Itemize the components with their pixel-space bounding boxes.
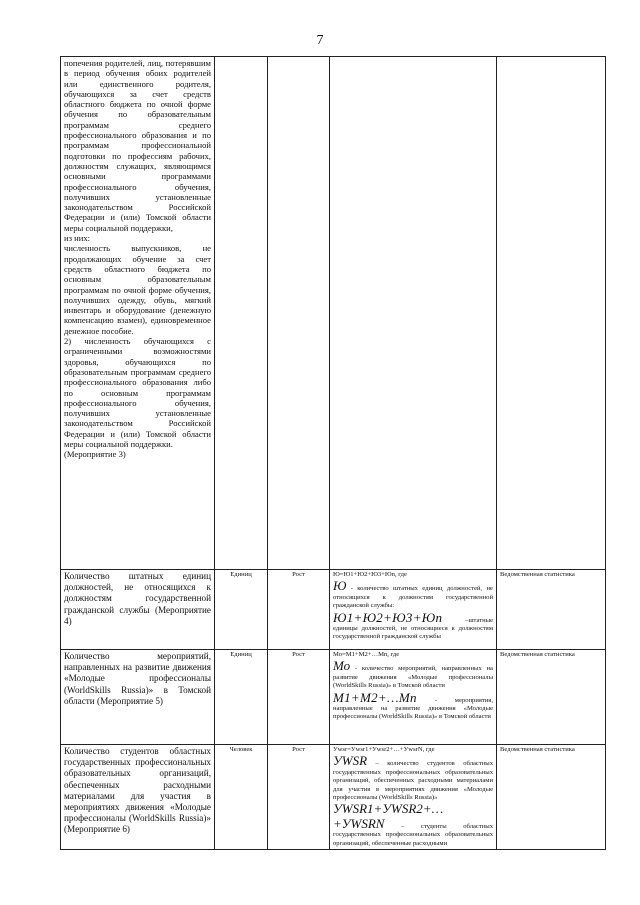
trend-cell: Рост: [268, 570, 330, 650]
page-number: 7: [316, 33, 324, 48]
continuation-text: из них:: [64, 233, 91, 244]
source-cell: Ведомственная статистика: [497, 570, 606, 650]
formula-symbol-desc: – количество студентов областных государственных профессиональных образовательных организаций, обеспеченных расходными материалами для участия в мероприятиях движения «Молодые профессионалы (WorldSkills Russia)»: [333, 760, 493, 802]
formula-symbol: Мо: [333, 658, 351, 674]
table-row: [61, 745, 606, 850]
formula-cell: [330, 570, 497, 650]
trend-cell: Рост: [268, 745, 330, 850]
trend-cell: Рост: [268, 650, 330, 745]
indicator-cell: Количество штатных единиц должностей, не относящихся к должностям государственной гражданской службы (Мероприятие 4): [61, 570, 215, 650]
formula-cell: [330, 745, 497, 850]
source-cell: [497, 57, 606, 570]
continuation-text: численность выпускников, не продолжающих обучение за счет средств областного бюджета по основным образовательным программам по очной форме обучения, получивших одежду, обувь, мягкий инвентарь и оборудование (денежную компенсацию взамен), единовременное денежное пособие.: [64, 243, 211, 336]
formula-symbol-desc: - количество штатных единиц должностей, не относящихся к должностям государственной гражданской службы:: [333, 585, 493, 610]
formula-symbol: УWSR: [333, 753, 368, 769]
source-cell: Ведомственная статистика: [497, 650, 606, 745]
formula-sum-desc: – студенты областных государственных профессиональных образовательных организаций, обеспеченные расходными: [333, 822, 493, 847]
formula-sum: УWSR1+УWSR2+…+УWSRN: [333, 801, 444, 831]
table-row: [61, 650, 606, 745]
formula-cell: [330, 650, 497, 745]
continuation-text: (Мероприятие 3): [64, 449, 126, 460]
source-cell: Ведомственная статистика: [497, 745, 606, 850]
formula-head: Ю=Ю1+Ю2+Ю3+Юn, где: [333, 571, 407, 578]
formula-cell: [330, 57, 497, 570]
continuation-text: попечения родителей, лиц, потерявшим в период обучения обоих родителей или единственного родителя, обучающихся за счет средств областного бюджета по очной форме обучения по образовательным программам среднего профессионального образования и по программам профессиональной подготовки по профессиям рабочих, должностям служащих, являющимся основными программами профессионального обучения, получивших установленные законодательством Российской Федерации и (или) Томской области меры социальной поддержки,: [64, 58, 211, 233]
formula-sum: М1+М2+…Мn: [333, 689, 417, 705]
table-row: [61, 570, 606, 650]
unit-cell: Единиц: [215, 570, 268, 650]
indicator-cell: Количество студентов областных государственных профессиональных образовательных организаций, обеспеченных расходными материалами для участия в мероприятиях движения «Молодые профессионалы (WorldSkills Russia)» (Мероприятие 6): [61, 745, 215, 850]
formula-head: Мо=М1+М2+…Мn, где: [333, 651, 400, 658]
trend-cell: [268, 57, 330, 570]
formula-head: Уwsr=Уwsr1+Уwsr2+…+УwsrN, где: [333, 746, 435, 753]
unit-cell: [215, 57, 268, 570]
formula-sum: Ю1+Ю2+Ю3+Юn: [333, 609, 443, 625]
unit-cell: Единиц: [215, 650, 268, 745]
unit-cell: Человек: [215, 745, 268, 850]
indicator-cell: [61, 57, 215, 570]
formula-sum-desc: –штатные единицы должностей, не относящиеся к должностям государственной гражданской службы: [333, 616, 493, 641]
formula-symbol: Ю: [333, 578, 347, 594]
continuation-text: 2) численность обучающихся с ограниченными возможностями здоровья, обучающихся по образовательным программам среднего профессионального образования либо по основным программам профессионального обучения, получивших установленные законодательством Российской Федерации и (или) Томской области меры социальной поддержки.: [64, 336, 211, 449]
formula-symbol-desc: - количество мероприятий, направленных на развитие движения «Молодые профессионалы (WorldSkills Russia)» в Томской области: [333, 665, 493, 690]
indicator-cell: Количество мероприятий, направленных на развитие движения «Молодые профессионалы (WorldSkills Russia)» в Томской области (Мероприятие 5): [61, 650, 215, 745]
table-row: [61, 57, 606, 570]
formula-sum-desc: - мероприятия, направленные на развитие движения «Молодые профессионалы (WorldSkills Russia)» в Томской области: [333, 696, 493, 721]
indicators-table: [60, 56, 606, 850]
